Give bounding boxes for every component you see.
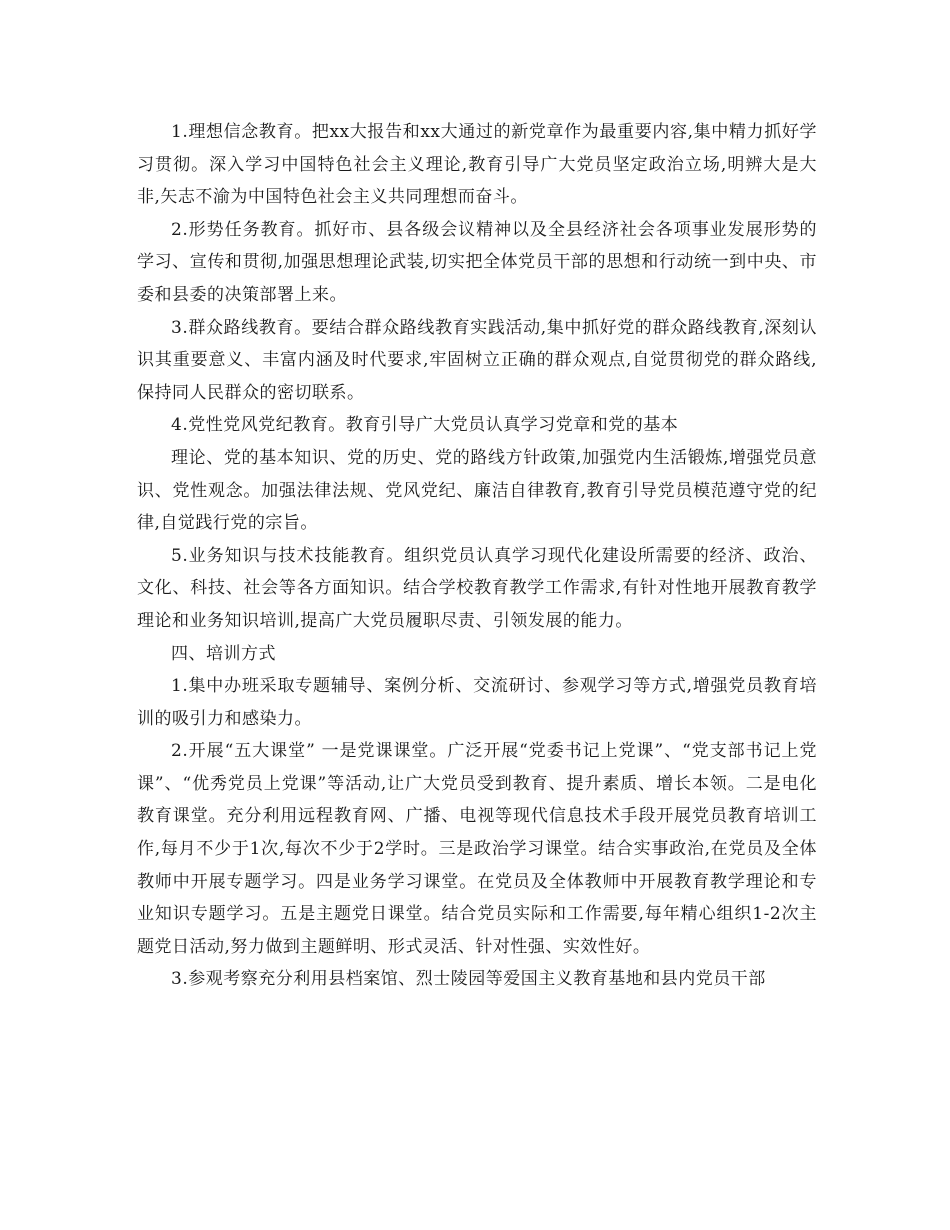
paragraph-professional-skills-education: 5.业务知识与技术技能教育。组织党员认真学习现代化建设所需要的经济、政治、文化、科技、社会等各方面知识。结合学校教育教学工作需求,有针对性地开展教育教学理论和业务知识培训,提高广大党员履职尽责、引领发展的能力。 — [137, 545, 817, 631]
paragraph-party-discipline-education: 4.党性党风党纪教育。教育引导广大党员认真学习党章和党的基本 — [171, 415, 679, 436]
paragraph-centralized-training: 1.集中办班采取专题辅导、案例分析、交流研讨、参观学习等方式,增强党员教育培训的吸引力和感染力。 — [137, 676, 817, 729]
paragraph-ideal-belief-education: 1.理想信念教育。把xx大报告和xx大通过的新党章作为最重要内容,集中精力抓好学习贯彻。深入学习中国特色社会主义理论,教育引导广大党员坚定政治立场,明辨大是大非,矢志不渝为中国特色社会主义共同理想而奋斗。 — [137, 122, 817, 208]
section-heading-training-methods: 四、培训方式 — [171, 643, 276, 664]
paragraph-situation-task-education: 2.形势任务教育。抓好市、县各级会议精神以及全县经济社会各项事业发展形势的学习、宣传和贯彻,加强思想理论武装,切实把全体党员干部的思想和行动统一到中央、市委和县委的决策部署上来。 — [137, 219, 817, 305]
document-body — [137, 116, 817, 996]
paragraph-party-discipline-continued: 理论、党的基本知识、党的历史、党的路线方针政策,加强党内生活锻炼,增强党员意识、党性观念。加强法律法规、党风党纪、廉洁自律教育,教育引导党员模范遵守党的纪律,自觉践行党的宗旨。 — [137, 447, 817, 534]
paragraph-site-visits: 3.参观考察充分利用县档案馆、烈士陵园等爱国主义教育基地和县内党员干部 — [171, 969, 766, 990]
paragraph-mass-line-education: 3.群众路线教育。要结合群众路线教育实践活动,集中抓好党的群众路线教育,深刻认识其重要意义、丰富内涵及时代要求,牢固树立正确的群众观点,自觉贯彻党的群众路线,保持同人民群众的密切联系。 — [137, 317, 817, 403]
paragraph-five-classrooms: 2.开展“五大课堂” 一是党课课堂。广泛开展“党委书记上党课”、“党支部书记上党课”、“优秀党员上党课”等活动,让广大党员受到教育、提升素质、增长本领。二是电化教育课堂。充分利用远程教育网、广播、电视等现代信息技术手段开展党员教育培训工作,每月不少于1次,每次不少于2学时。三是政治学习课堂。结合实事政治,在党员及全体教师中开展专题学习。四是业务学习课堂。在党员及全体教师中开展教育教学理论和专业知识专题学习。五是主题党日课堂。结合党员实际和工作需要,每年精心组织1-2次主题党日活动,努力做到主题鲜明、形式灵活、针对性强、实效性好。 — [137, 741, 817, 957]
